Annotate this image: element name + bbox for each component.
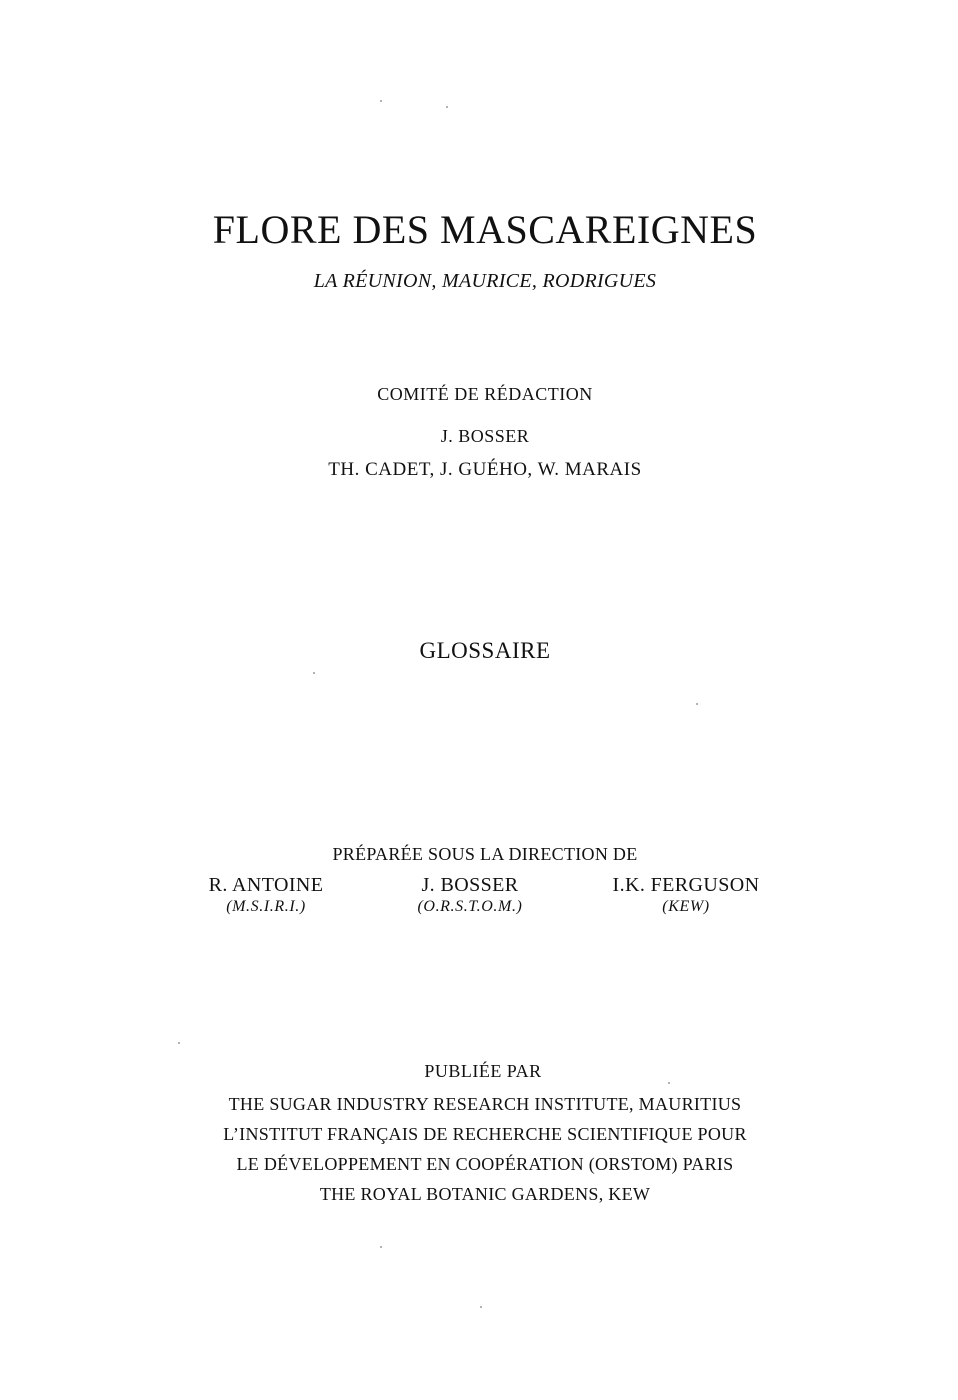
director-institution: (M.S.I.R.I.) — [226, 898, 306, 915]
scan-speck — [480, 1306, 482, 1308]
director-name: I.K. FERGUSON — [612, 874, 760, 896]
publisher-line: THE SUGAR INDUSTRY RESEARCH INSTITUTE, MAURITIUS — [228, 1094, 742, 1114]
committee-members: TH. CADET, J. GUÉHO, W. MARAIS — [328, 459, 642, 480]
prepared-heading: PRÉPARÉE SOUS LA DIRECTION DE — [332, 844, 638, 864]
director-name: J. BOSSER — [421, 874, 519, 896]
book-subtitle: LA RÉUNION, MAURICE, RODRIGUES — [313, 270, 657, 292]
scan-speck — [668, 1082, 670, 1084]
volume-title: GLOSSAIRE — [419, 638, 551, 663]
scan-speck — [178, 1042, 180, 1044]
publisher-line: LE DÉVELOPPEMENT EN COOPÉRATION (ORSTOM) PARIS — [236, 1154, 734, 1174]
scan-speck — [446, 106, 448, 108]
scan-speck — [313, 672, 315, 674]
committee-heading: COMITÉ DE RÉDACTION — [377, 384, 593, 404]
director-name: R. ANTOINE — [208, 874, 324, 896]
director-block — [596, 874, 776, 918]
scan-speck — [380, 100, 382, 102]
publisher-heading: PUBLIÉE PAR — [424, 1061, 542, 1081]
publisher-line: THE ROYAL BOTANIC GARDENS, KEW — [319, 1184, 651, 1204]
director-institution: (KEW) — [662, 898, 710, 915]
book-title: FLORE DES MASCAREIGNES — [212, 207, 758, 252]
publisher-line: L’INSTITUT FRANÇAIS DE RECHERCHE SCIENTIFIQUE POUR — [223, 1124, 747, 1144]
director-block — [186, 874, 346, 918]
committee-editor: J. BOSSER — [440, 426, 530, 446]
director-institution: (O.R.S.T.O.M.) — [417, 898, 523, 915]
director-block — [390, 874, 550, 918]
scan-speck — [380, 1246, 382, 1248]
scan-speck — [696, 703, 698, 705]
